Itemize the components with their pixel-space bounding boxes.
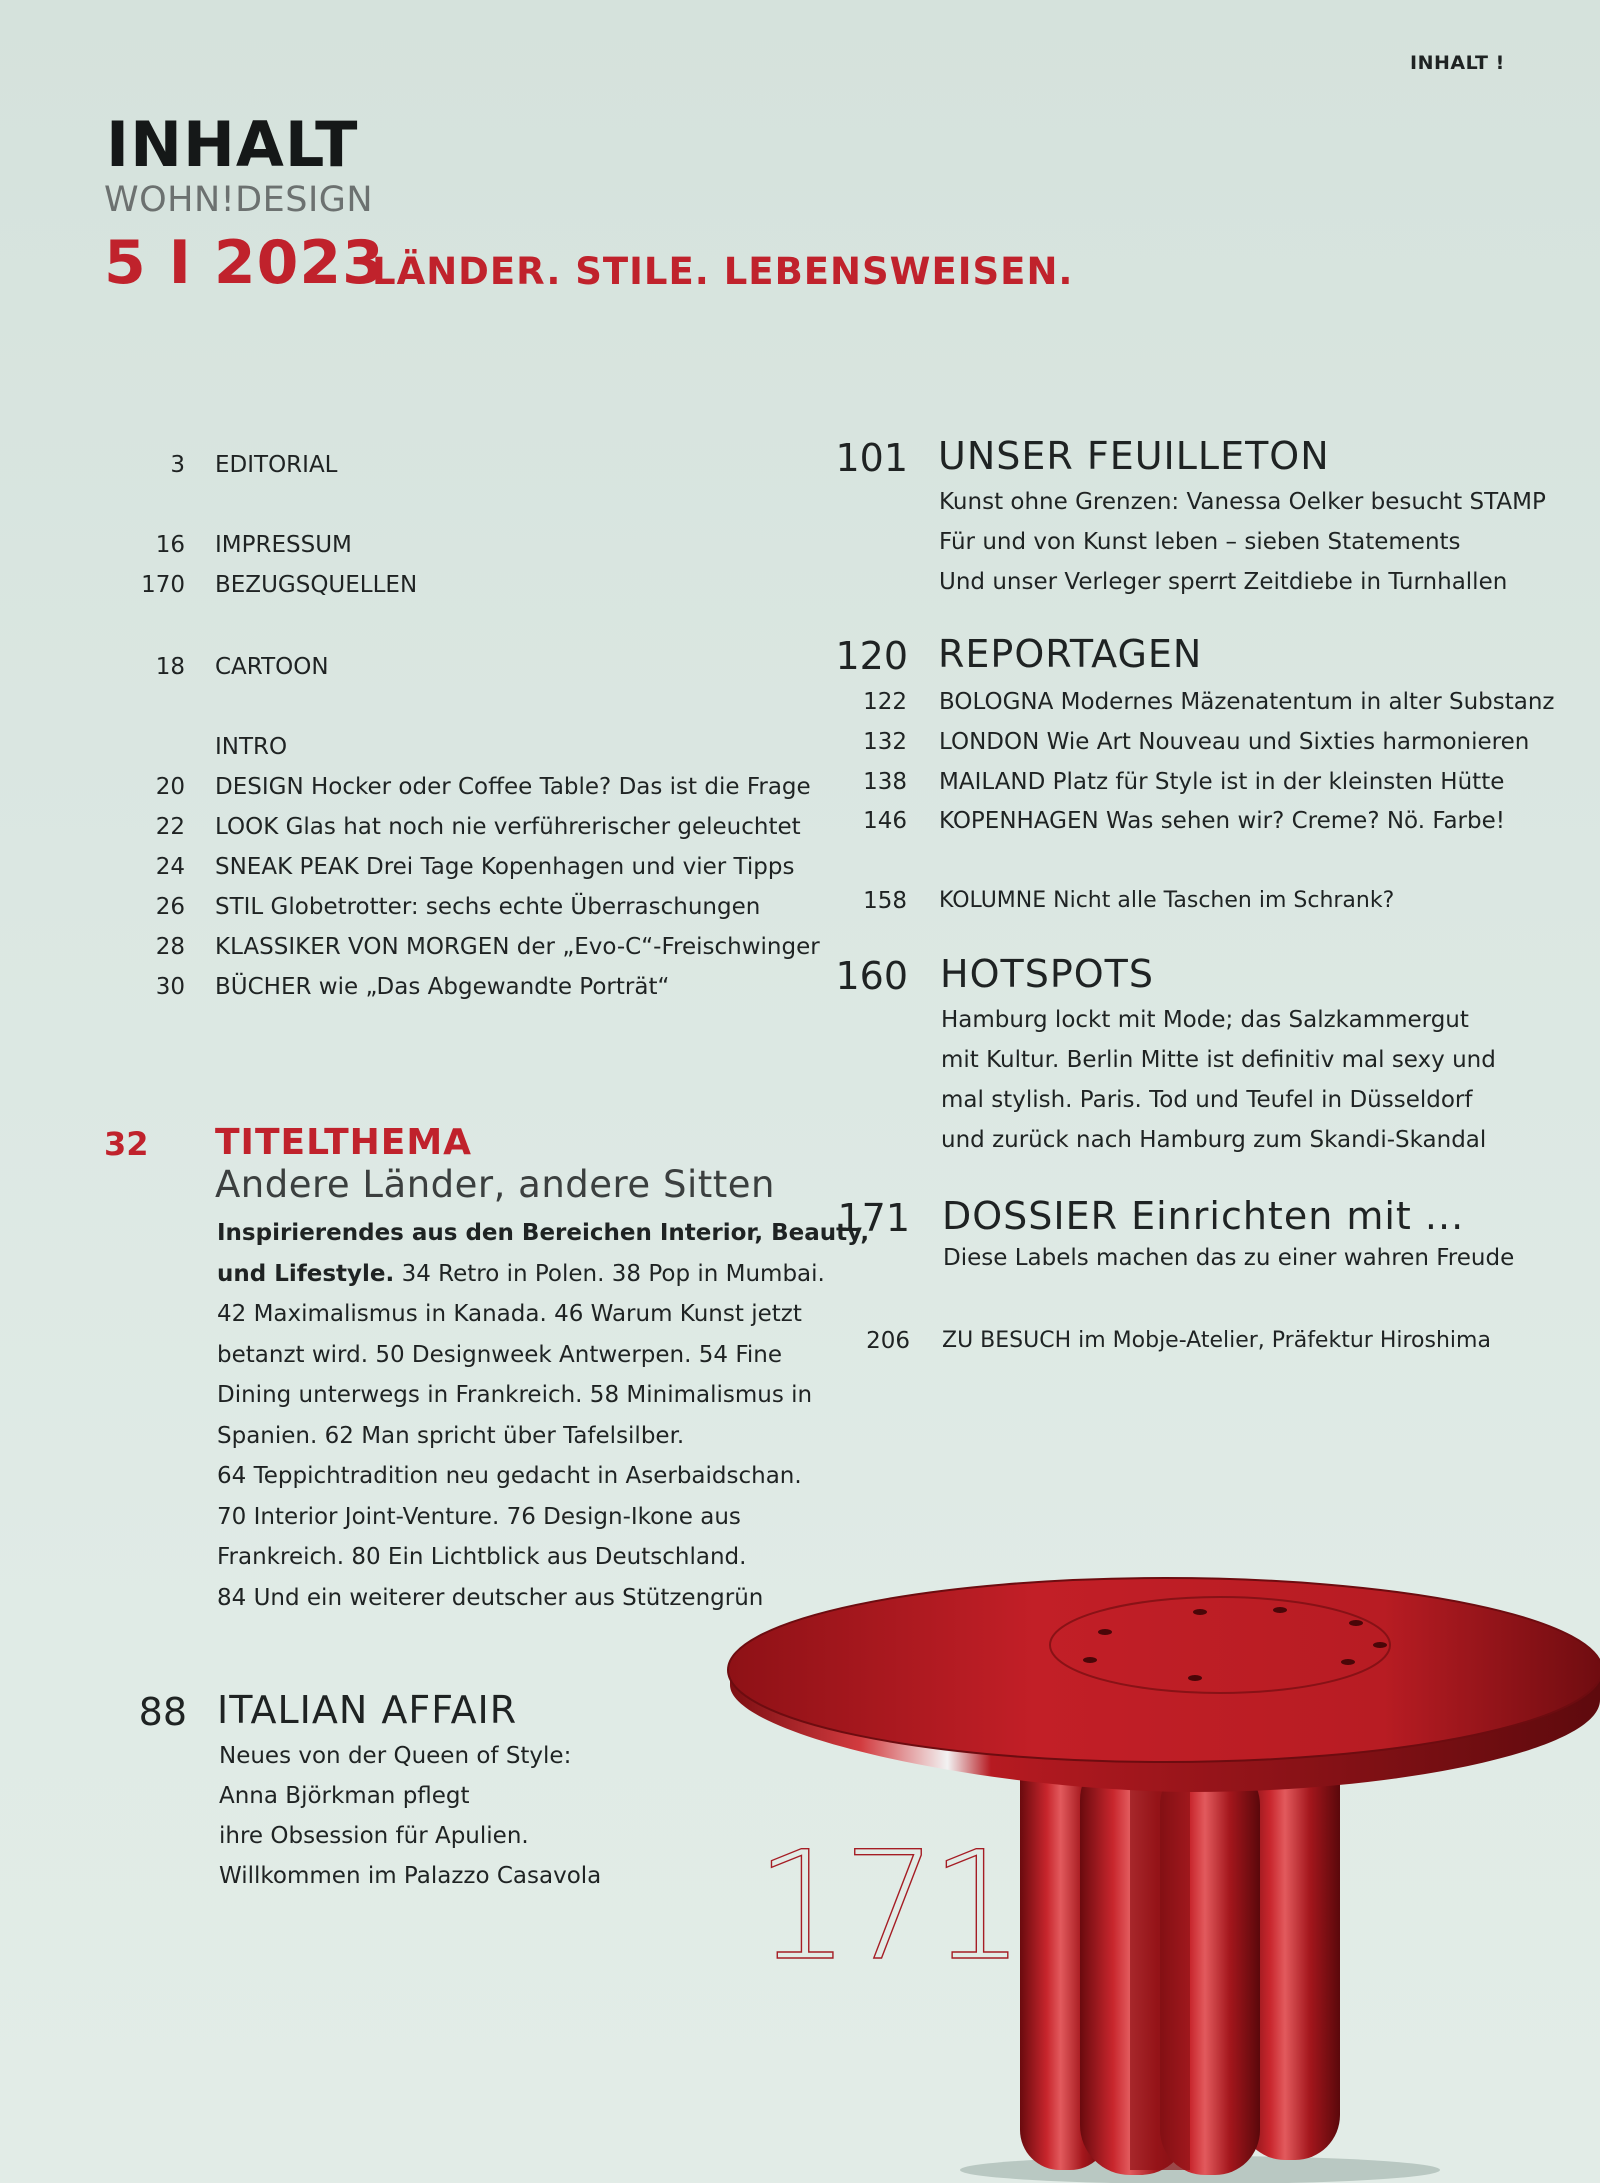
body-line: Anna Björkman pflegt	[219, 1783, 470, 1809]
toc-entry-impressum[interactable]: IMPRESSUM	[215, 532, 352, 558]
page-title: INHALT	[106, 108, 359, 181]
toc-entry[interactable]: BÜCHER wie „Das Abgewandte Porträt“	[215, 974, 670, 1000]
section-heading-feuilleton[interactable]: UNSER FEUILLETON	[938, 434, 1330, 478]
section-body-line: Diese Labels machen das zu einer wahren Freude	[943, 1245, 1515, 1271]
section-body	[939, 482, 1546, 602]
body-line: Willkommen im Palazzo Casavola	[219, 1863, 602, 1889]
toc-entry[interactable]: MAILAND Platz für Style ist in der kleinsten Hütte	[939, 769, 1505, 795]
toc-page-number: 16	[155, 532, 185, 558]
toc-entry-zu-besuch[interactable]: ZU BESUCH im Mobje-Atelier, Präfektur Hiroshima	[942, 1328, 1491, 1353]
body-line: und zurück nach Hamburg zum Skandi-Skandal	[941, 1127, 1487, 1153]
feature-subheading: Andere Länder, andere Sitten	[215, 1163, 775, 1206]
feature-heading[interactable]: TITELTHEMA	[215, 1122, 473, 1163]
feature-page-number: 32	[104, 1125, 149, 1163]
section-page-number: 160	[835, 954, 908, 998]
section-page-number: 88	[138, 1690, 187, 1734]
toc-entry[interactable]: STIL Globetrotter: sechs echte Überraschungen	[215, 894, 761, 920]
feature-line: 70 Interior Joint-Venture. 76 Design-Ikone aus	[217, 1503, 741, 1530]
section-body	[219, 1736, 601, 1896]
toc-page-number: 170	[141, 572, 185, 598]
toc-entry[interactable]: LONDON Wie Art Nouveau und Sixties harmonieren	[939, 729, 1530, 755]
toc-entry[interactable]: LOOK Glas hat noch nie verführerischer geleuchtet	[215, 814, 801, 840]
feature-line: Dining unterwegs in Frankreich. 58 Minimalismus in	[217, 1382, 813, 1408]
magazine-brand: WOHN!DESIGN	[104, 180, 374, 220]
toc-entry[interactable]: KLASSIKER VON MORGEN der „Evo-C“-Freischwinger	[215, 934, 820, 960]
toc-page-number: 24	[155, 854, 185, 880]
section-page-number: 171	[837, 1196, 910, 1240]
section-heading-dossier[interactable]: DOSSIER Einrichten mit ...	[942, 1194, 1465, 1238]
section-body	[941, 1000, 1496, 1160]
toc-page-number: 22	[155, 814, 185, 840]
toc-page-number: 206	[866, 1328, 910, 1354]
feature-line: betanzt wird. 50 Designweek Antwerpen. 54 Fine	[217, 1341, 782, 1368]
toc-page-number: 30	[155, 974, 185, 1000]
body-line: Hamburg lockt mit Mode; das Salzkammergut	[941, 1007, 1469, 1033]
toc-entry-editorial[interactable]: EDITORIAL	[215, 452, 338, 478]
feature-body	[217, 1213, 869, 1618]
toc-page-number: 3	[170, 452, 185, 478]
toc-page-number: 122	[863, 689, 907, 715]
section-heading-italian-affair[interactable]: ITALIAN AFFAIR	[217, 1688, 518, 1732]
feature-line: 84 Und ein weiterer deutscher aus Stützengrün	[217, 1584, 764, 1611]
toc-page-number: 20	[155, 774, 185, 800]
toc-page-number: 132	[863, 729, 907, 755]
body-line: mit Kultur. Berlin Mitte ist definitiv mal sexy und	[941, 1047, 1496, 1073]
toc-entry[interactable]: SNEAK PEAK Drei Tage Kopenhagen und vier Tipps	[215, 854, 795, 880]
toc-page-number: 146	[863, 808, 907, 834]
toc-page-number: 18	[155, 654, 185, 680]
feature-line: 64 Teppichtradition neu gedacht in Aserbaidschan.	[217, 1463, 802, 1489]
section-page-number: 120	[835, 634, 908, 678]
body-line: Und unser Verleger sperrt Zeitdiebe in Turnhallen	[939, 569, 1508, 595]
toc-page-number: 138	[863, 769, 907, 795]
body-line: Kunst ohne Grenzen: Vanessa Oelker besucht STAMP	[939, 489, 1546, 515]
body-line: ihre Obsession für Apulien.	[219, 1823, 529, 1849]
feature-text: 34 Retro in Polen. 38 Pop in Mumbai.	[394, 1260, 825, 1287]
feature-lead-bold: Inspirierendes aus den Bereichen Interior, Beauty,	[217, 1220, 870, 1246]
feature-line	[217, 1254, 869, 1295]
toc-entry-bezugsquellen[interactable]: BEZUGSQUELLEN	[215, 572, 418, 598]
feature-line: 42 Maximalismus in Kanada. 46 Warum Kunst jetzt	[217, 1301, 802, 1327]
feature-lead-bold: und Lifestyle.	[217, 1260, 395, 1287]
section-heading-intro: INTRO	[215, 734, 288, 760]
body-line: Neues von der Queen of Style:	[219, 1743, 572, 1769]
toc-entry-kolumne[interactable]: KOLUMNE Nicht alle Taschen im Schrank?	[939, 888, 1395, 913]
running-head: INHALT !	[1410, 52, 1505, 74]
body-line: mal stylish. Paris. Tod und Teufel in Düsseldorf	[941, 1087, 1473, 1113]
toc-page-number: 28	[155, 934, 185, 960]
section-heading-hotspots[interactable]: HOTSPOTS	[940, 952, 1154, 996]
page-marker-171: 171	[755, 1820, 1018, 1994]
toc-entry-cartoon[interactable]: CARTOON	[215, 654, 329, 680]
feature-lead-line	[217, 1213, 869, 1254]
issue-number: 5 I 2023	[104, 228, 385, 298]
feature-line: Spanien. 62 Man spricht über Tafelsilber.	[217, 1422, 685, 1449]
toc-page-number: 26	[155, 894, 185, 920]
section-page-number: 101	[835, 436, 908, 480]
toc-entry[interactable]: BOLOGNA Modernes Mäzenatentum in alter Substanz	[939, 689, 1555, 715]
section-heading-reportagen[interactable]: REPORTAGEN	[938, 632, 1203, 676]
toc-entry[interactable]: KOPENHAGEN Was sehen wir? Creme? Nö. Farbe!	[939, 808, 1505, 834]
feature-line: Frankreich. 80 Ein Lichtblick aus Deutschland.	[217, 1544, 747, 1570]
body-line: Für und von Kunst leben – sieben Statements	[939, 529, 1461, 555]
toc-entry[interactable]: DESIGN Hocker oder Coffee Table? Das ist die Frage	[215, 774, 811, 800]
issue-claim: LÄNDER. STILE. LEBENSWEISEN.	[372, 250, 1074, 293]
toc-page-number: 158	[863, 888, 907, 914]
